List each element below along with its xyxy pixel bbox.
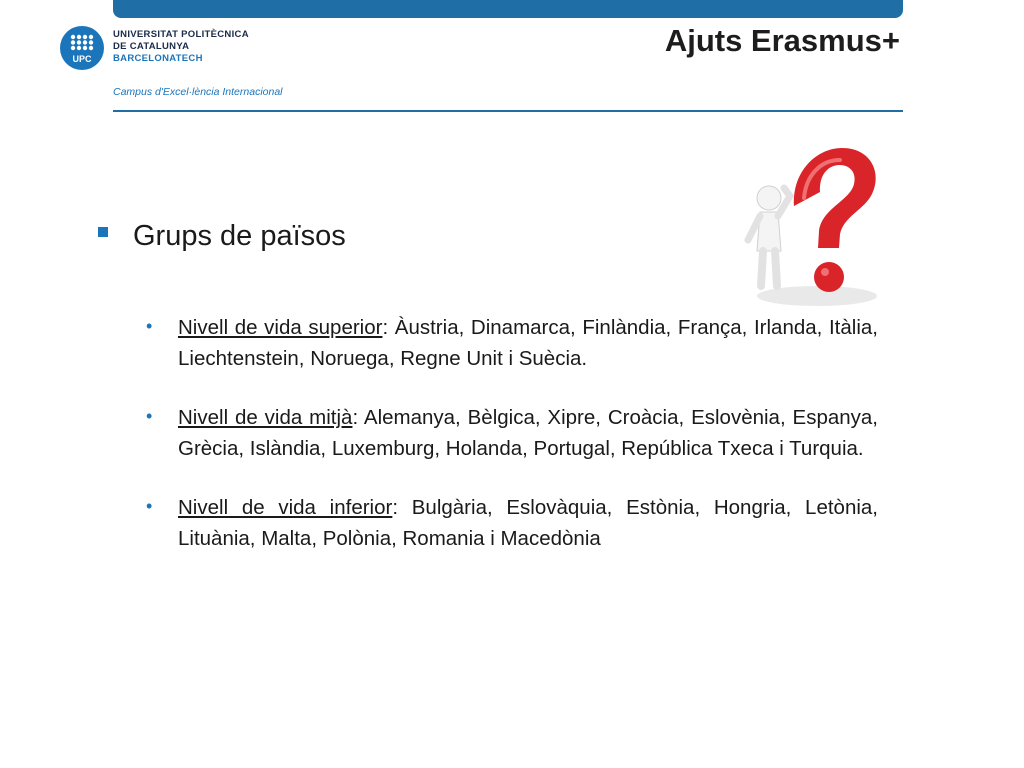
list-item-text <box>178 493 878 554</box>
section-heading: Grups de països <box>133 220 346 252</box>
logo-line-3: BARCELONATECH <box>113 53 203 64</box>
group-label: Nivell de vida superior <box>178 316 383 339</box>
square-bullet-icon <box>98 227 108 237</box>
group-countries: : Àustria, Dinamarca, Finlàndia, França, Irlanda, Itàlia, Liechtenstein, Noruega, Regne Unit i Suècia. <box>178 316 878 370</box>
campus-tagline: Campus d'Excel·lència Internacional <box>113 86 283 98</box>
list-item <box>140 493 878 554</box>
top-bar <box>113 0 903 18</box>
group-label: Nivell de vida inferior <box>178 496 393 519</box>
list-item <box>140 313 878 374</box>
group-countries: : Bulgària, Eslovàquia, Estònia, Hongria, Letònia, Lituània, Malta, Polònia, Romania i Macedònia <box>178 496 879 550</box>
bullet-icon: • <box>146 496 153 516</box>
logo-wordmark <box>113 29 249 65</box>
question-mark-figure-icon <box>722 136 892 312</box>
group-label: Nivell de vida mitjà <box>178 406 353 429</box>
group-countries: : Alemanya, Bèlgica, Xipre, Croàcia, Eslovènia, Espanya, Grècia, Islàndia, Luxemburg, Holanda, Portugal, República Txeca i Turquia. <box>178 406 879 460</box>
upc-logo-icon <box>60 26 104 70</box>
page-title: Ajuts Erasmus+ <box>664 23 900 58</box>
bullet-icon: • <box>146 316 153 336</box>
upc-badge: UPC <box>72 54 92 64</box>
list-item <box>140 403 878 464</box>
list-item-text <box>178 403 878 464</box>
header-divider <box>113 110 903 112</box>
logo-line-1: UNIVERSITAT POLITÈCNICA <box>113 29 249 40</box>
country-groups-list <box>140 313 878 583</box>
upc-logo <box>60 26 310 76</box>
bullet-icon: • <box>146 406 153 426</box>
logo-line-2: DE CATALUNYA <box>113 41 190 52</box>
list-item-text <box>178 313 878 374</box>
